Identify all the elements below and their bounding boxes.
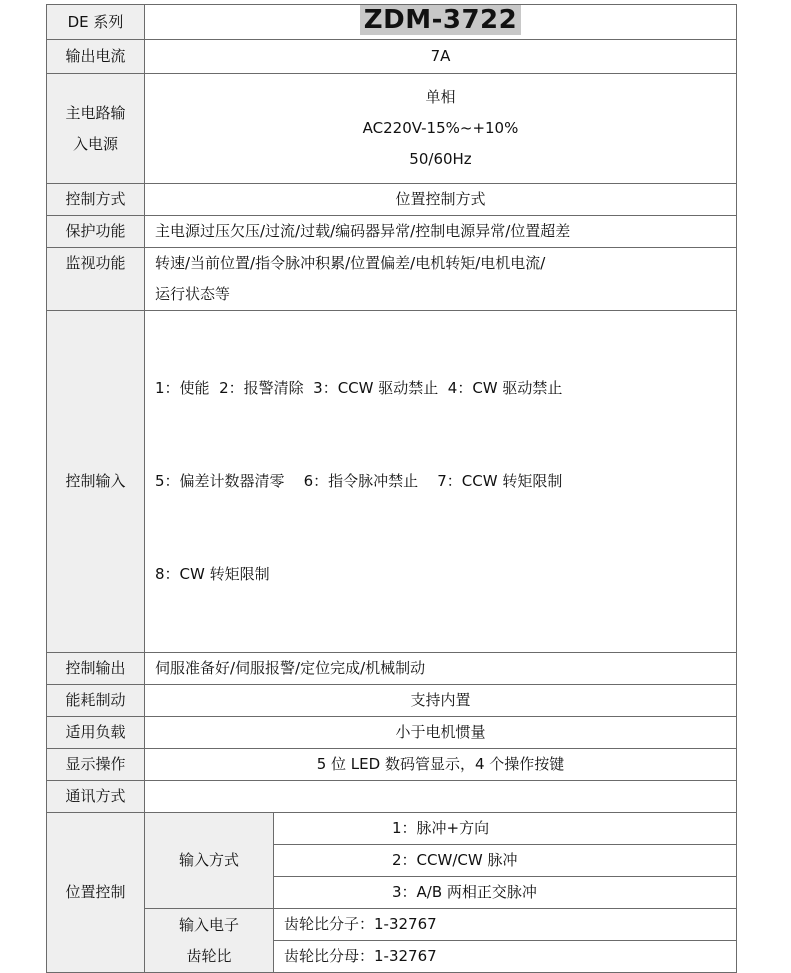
position-label: 位置控制 <box>47 813 145 973</box>
protection-label: 保护功能 <box>47 216 145 248</box>
control-input-label: 控制输入 <box>47 311 145 653</box>
row-main-power <box>47 74 737 184</box>
braking-label: 能耗制动 <box>47 685 145 717</box>
braking-value: 支持内置 <box>145 685 737 717</box>
main-power-label-line2: 入电源 <box>72 134 118 153</box>
display-value: 5 位 LED 数码管显示，4 个操作按键 <box>145 749 737 781</box>
row-control-output <box>47 653 737 685</box>
display-label: 显示操作 <box>47 749 145 781</box>
control-input-line2: 5：偏差计数器清零 6：指令脉冲禁止 7：CCW 转矩限制 <box>155 472 563 490</box>
comm-value <box>145 781 737 813</box>
row-braking <box>47 685 737 717</box>
main-power-label <box>47 74 145 184</box>
model-name: ZDM-3722 <box>360 5 521 35</box>
control-output-label: 控制输出 <box>47 653 145 685</box>
row-display <box>47 749 737 781</box>
row-input-mode-1 <box>47 813 737 845</box>
row-output-current <box>47 40 737 74</box>
comm-label: 通讯方式 <box>47 781 145 813</box>
gear-ratio-label-line1: 输入电子 <box>178 915 239 934</box>
main-power-phase: 单相 <box>425 88 456 106</box>
gear-numerator-value: 齿轮比分子：1-32767 <box>274 909 737 941</box>
row-gear-numerator <box>47 909 737 941</box>
gear-ratio-label-line2: 齿轮比 <box>186 946 232 965</box>
monitor-line1: 转速/当前位置/指令脉冲积累/位置偏差/电机转矩/电机电流/ <box>155 254 546 272</box>
monitor-label: 监视功能 <box>47 248 145 311</box>
row-control-input <box>47 311 737 653</box>
control-input-line1: 1：使能 2：报警清除 3：CCW 驱动禁止 4：CW 驱动禁止 <box>155 379 563 397</box>
gear-denominator-value: 齿轮比分母：1-32767 <box>274 941 737 973</box>
row-load <box>47 717 737 749</box>
monitor-value <box>145 248 737 311</box>
load-label: 适用负载 <box>47 717 145 749</box>
row-monitor <box>47 248 737 311</box>
input-mode-3: 3：A/B 两相正交脉冲 <box>274 877 737 909</box>
model-cell <box>145 5 737 40</box>
input-mode-1: 1：脉冲+方向 <box>274 813 737 845</box>
load-value: 小于电机惯量 <box>145 717 737 749</box>
control-output-value: 伺服准备好/伺服报警/定位完成/机械制动 <box>145 653 737 685</box>
control-mode-label: 控制方式 <box>47 184 145 216</box>
protection-value: 主电源过压欠压/过流/过载/编码器异常/控制电源异常/位置超差 <box>145 216 737 248</box>
main-power-value <box>145 74 737 184</box>
control-input-value <box>145 311 737 653</box>
row-comm <box>47 781 737 813</box>
input-mode-2: 2：CCW/CW 脉冲 <box>274 845 737 877</box>
header-row <box>47 5 737 40</box>
row-control-mode <box>47 184 737 216</box>
main-power-frequency: 50/60Hz <box>409 150 472 168</box>
spec-table <box>46 4 737 973</box>
control-input-line3: 8：CW 转矩限制 <box>155 565 270 583</box>
series-label: DE 系列 <box>47 5 145 40</box>
input-mode-label: 输入方式 <box>145 813 274 909</box>
output-current-label: 输出电流 <box>47 40 145 74</box>
main-power-label-line1: 主电路输 <box>65 103 126 122</box>
output-current-value: 7A <box>145 40 737 74</box>
row-protection <box>47 216 737 248</box>
main-power-voltage: AC220V-15%~+10% <box>362 119 519 137</box>
monitor-line2: 运行状态等 <box>155 285 231 303</box>
control-mode-value: 位置控制方式 <box>145 184 737 216</box>
gear-ratio-label <box>145 909 274 973</box>
